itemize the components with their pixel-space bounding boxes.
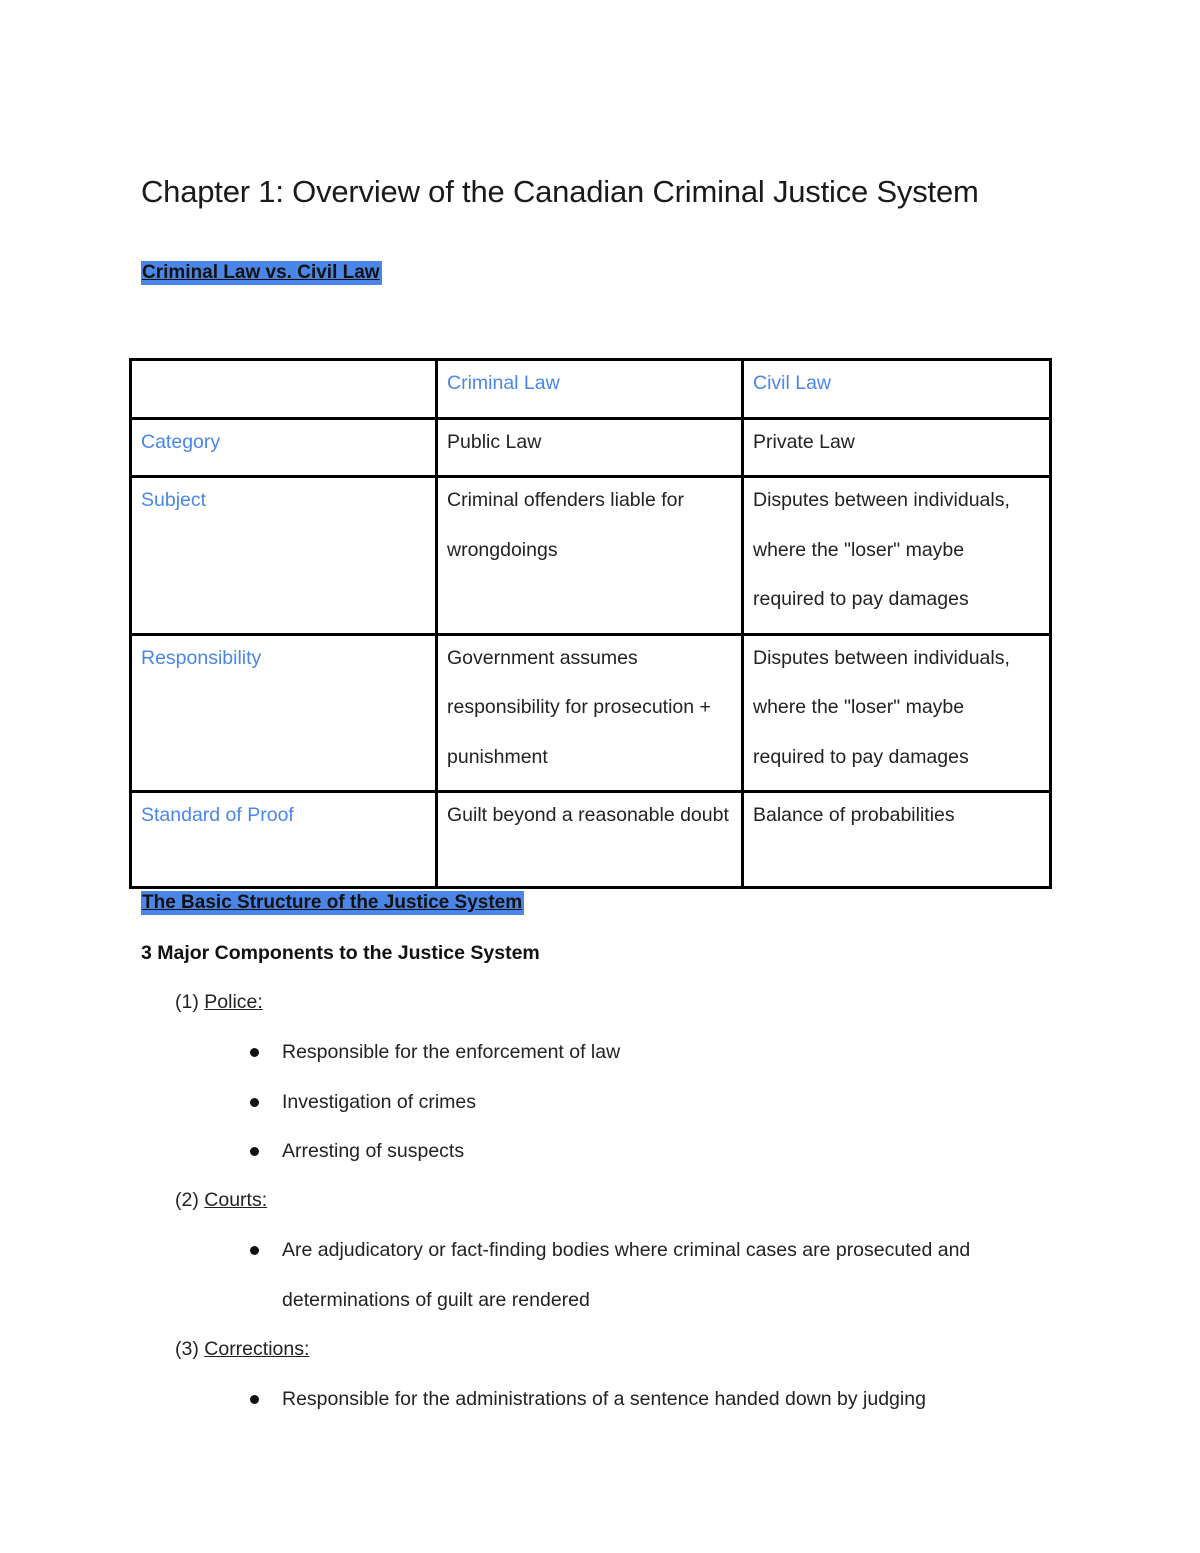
table-row — [131, 634, 1051, 792]
courts-bullet-list — [247, 1226, 1062, 1325]
bullet-icon — [250, 1246, 259, 1255]
table-header-cell-empty — [131, 360, 437, 419]
component-number: (1) — [175, 991, 199, 1013]
table-cell-criminal: Guilt beyond a reasonable doubt — [437, 792, 743, 888]
list-item: Arresting of suspects — [247, 1127, 1062, 1177]
table-cell-criminal: Public Law — [437, 418, 743, 477]
bullet-icon — [250, 1147, 259, 1156]
table-cell-civil: Disputes between individuals, where the "loser" maybe required to pay damages — [743, 477, 1051, 635]
table-row — [131, 418, 1051, 477]
component-name: Police: — [204, 991, 263, 1013]
table-row-label: Subject — [131, 477, 437, 635]
corrections-bullet-list — [247, 1375, 1062, 1425]
table-cell-criminal: Criminal offenders liable for wrongdoings — [437, 477, 743, 635]
component-name: Corrections: — [204, 1338, 310, 1360]
list-item: Investigation of crimes — [247, 1078, 1062, 1128]
bullet-icon — [250, 1048, 259, 1057]
table-row — [131, 477, 1051, 635]
table-header-cell-criminal-law: Criminal Law — [437, 360, 743, 419]
table-row — [131, 792, 1051, 888]
table-header-row — [131, 360, 1051, 419]
component-name: Courts: — [204, 1189, 268, 1211]
police-bullet-list — [247, 1028, 1062, 1177]
subheading-major-components: 3 Major Components to the Justice System — [141, 942, 540, 964]
bullet-icon — [250, 1395, 259, 1404]
section-heading-justice-structure: The Basic Structure of the Justice System — [142, 892, 523, 913]
table-cell-civil: Disputes between individuals, where the "loser" maybe required to pay damages — [743, 634, 1051, 792]
comparison-table — [129, 358, 1052, 889]
table-cell-civil: Balance of probabilities — [743, 792, 1051, 888]
table-cell-criminal: Government assumes responsibility for prosecution + punishment — [437, 634, 743, 792]
list-item: Responsible for the administrations of a sentence handed down by judging — [247, 1375, 1062, 1425]
table-header-cell-civil-law: Civil Law — [743, 360, 1051, 419]
page-title: Chapter 1: Overview of the Canadian Criminal Justice System — [141, 174, 979, 209]
table-row-label: Standard of Proof — [131, 792, 437, 888]
component-courts — [175, 1189, 267, 1212]
table-cell-civil: Private Law — [743, 418, 1051, 477]
section-heading-criminal-vs-civil: Criminal Law vs. Civil Law — [142, 262, 380, 283]
component-number: (2) — [175, 1189, 199, 1211]
bullet-icon — [250, 1098, 259, 1107]
table-row-label: Category — [131, 418, 437, 477]
component-corrections — [175, 1338, 309, 1361]
list-item: Responsible for the enforcement of law — [247, 1028, 1062, 1078]
table-row-label: Responsibility — [131, 634, 437, 792]
list-item: Are adjudicatory or fact-finding bodies where criminal cases are prosecuted and determinations of guilt are rendered — [247, 1226, 1062, 1325]
component-police — [175, 991, 263, 1014]
component-number: (3) — [175, 1338, 199, 1360]
